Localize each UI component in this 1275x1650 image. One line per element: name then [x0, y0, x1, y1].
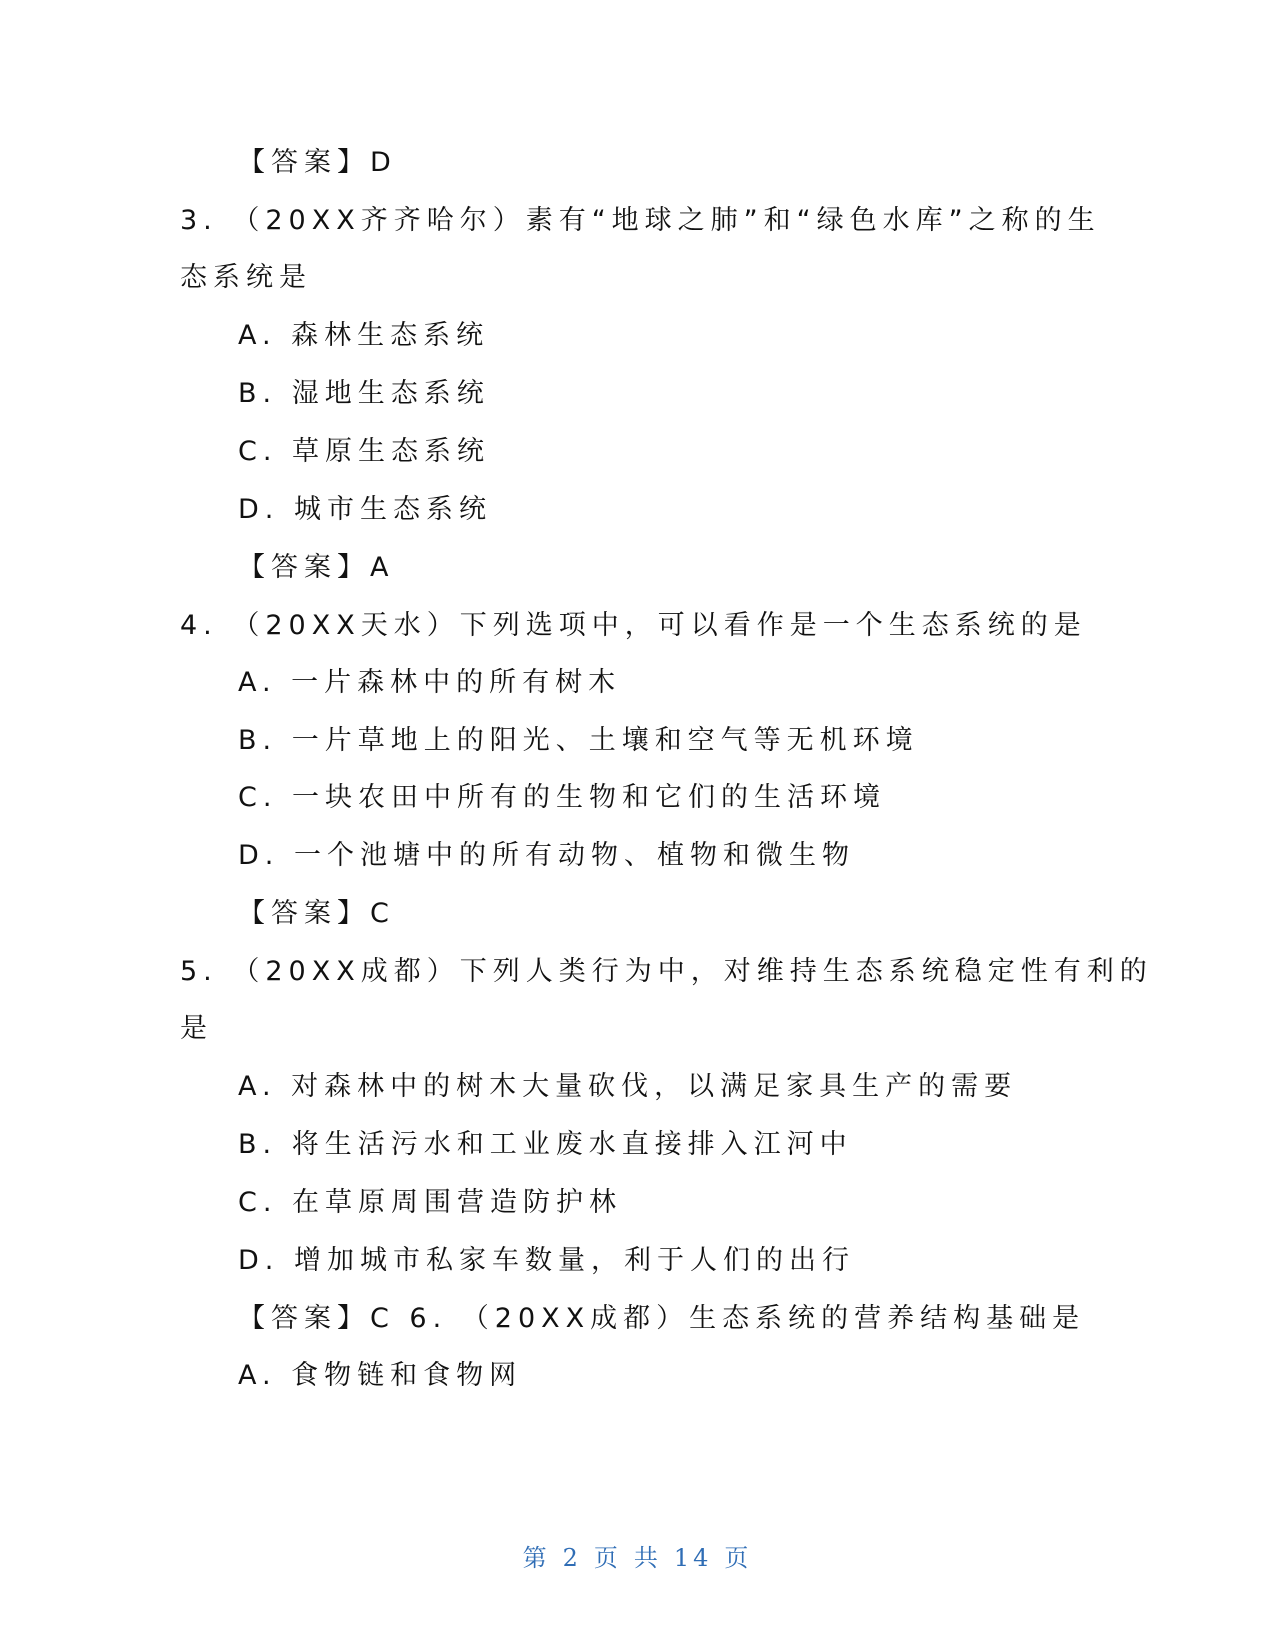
option-line: A. 森林生态系统 — [238, 320, 490, 351]
page-footer — [0, 1538, 1275, 1573]
question-4-line: 4. （20XX天水）下列选项中，可以看作是一个生态系统的是 — [180, 610, 1087, 641]
option-line: D. 城市生态系统 — [238, 494, 492, 525]
total-unit: 页 — [724, 1544, 753, 1572]
question-5-line-2: 是 — [180, 1013, 213, 1044]
answer-line: 【答案】C — [238, 898, 395, 929]
question-3-line-1: 3. （20XX齐齐哈尔）素有“地球之肺”和“绿色水库”之称的生 — [180, 205, 1101, 236]
option-line: B. 湿地生态系统 — [238, 378, 490, 409]
answer-line: 【答案】A — [238, 552, 395, 583]
option-line: A. 对森林中的树木大量砍伐，以满足家具生产的需要 — [238, 1071, 1018, 1102]
option-line: C. 一块农田中所有的生物和它们的生活环境 — [238, 782, 887, 813]
question-3-line-2: 态系统是 — [180, 262, 312, 293]
answer-line: 【答案】D — [238, 147, 397, 178]
option-line: A. 一片森林中的所有树木 — [238, 667, 622, 698]
question-5-line-1: 5. （20XX成都）下列人类行为中，对维持生态系统稳定性有利的 — [180, 956, 1153, 987]
page-word: 第 — [522, 1544, 551, 1572]
option-line: B. 将生活污水和工业废水直接排入江河中 — [238, 1129, 853, 1160]
option-line: C. 在草原周围营造防护林 — [238, 1187, 623, 1218]
option-line: D. 增加城市私家车数量，利于人们的出行 — [238, 1245, 855, 1276]
option-line: A. 食物链和食物网 — [238, 1360, 523, 1391]
page-unit: 页 — [593, 1544, 622, 1572]
option-line: B. 一片草地上的阳光、土壤和空气等无机环境 — [238, 725, 919, 756]
option-line: D. 一个池塘中的所有动物、植物和微生物 — [238, 840, 855, 871]
total-word: 共 — [633, 1544, 662, 1572]
option-line: C. 草原生态系统 — [238, 436, 491, 467]
page-number: 2 — [562, 1544, 582, 1572]
total-pages: 14 — [673, 1544, 713, 1572]
answer-and-question-6-line: 【答案】C 6. （20XX成都）生态系统的营养结构基础是 — [238, 1303, 1086, 1334]
